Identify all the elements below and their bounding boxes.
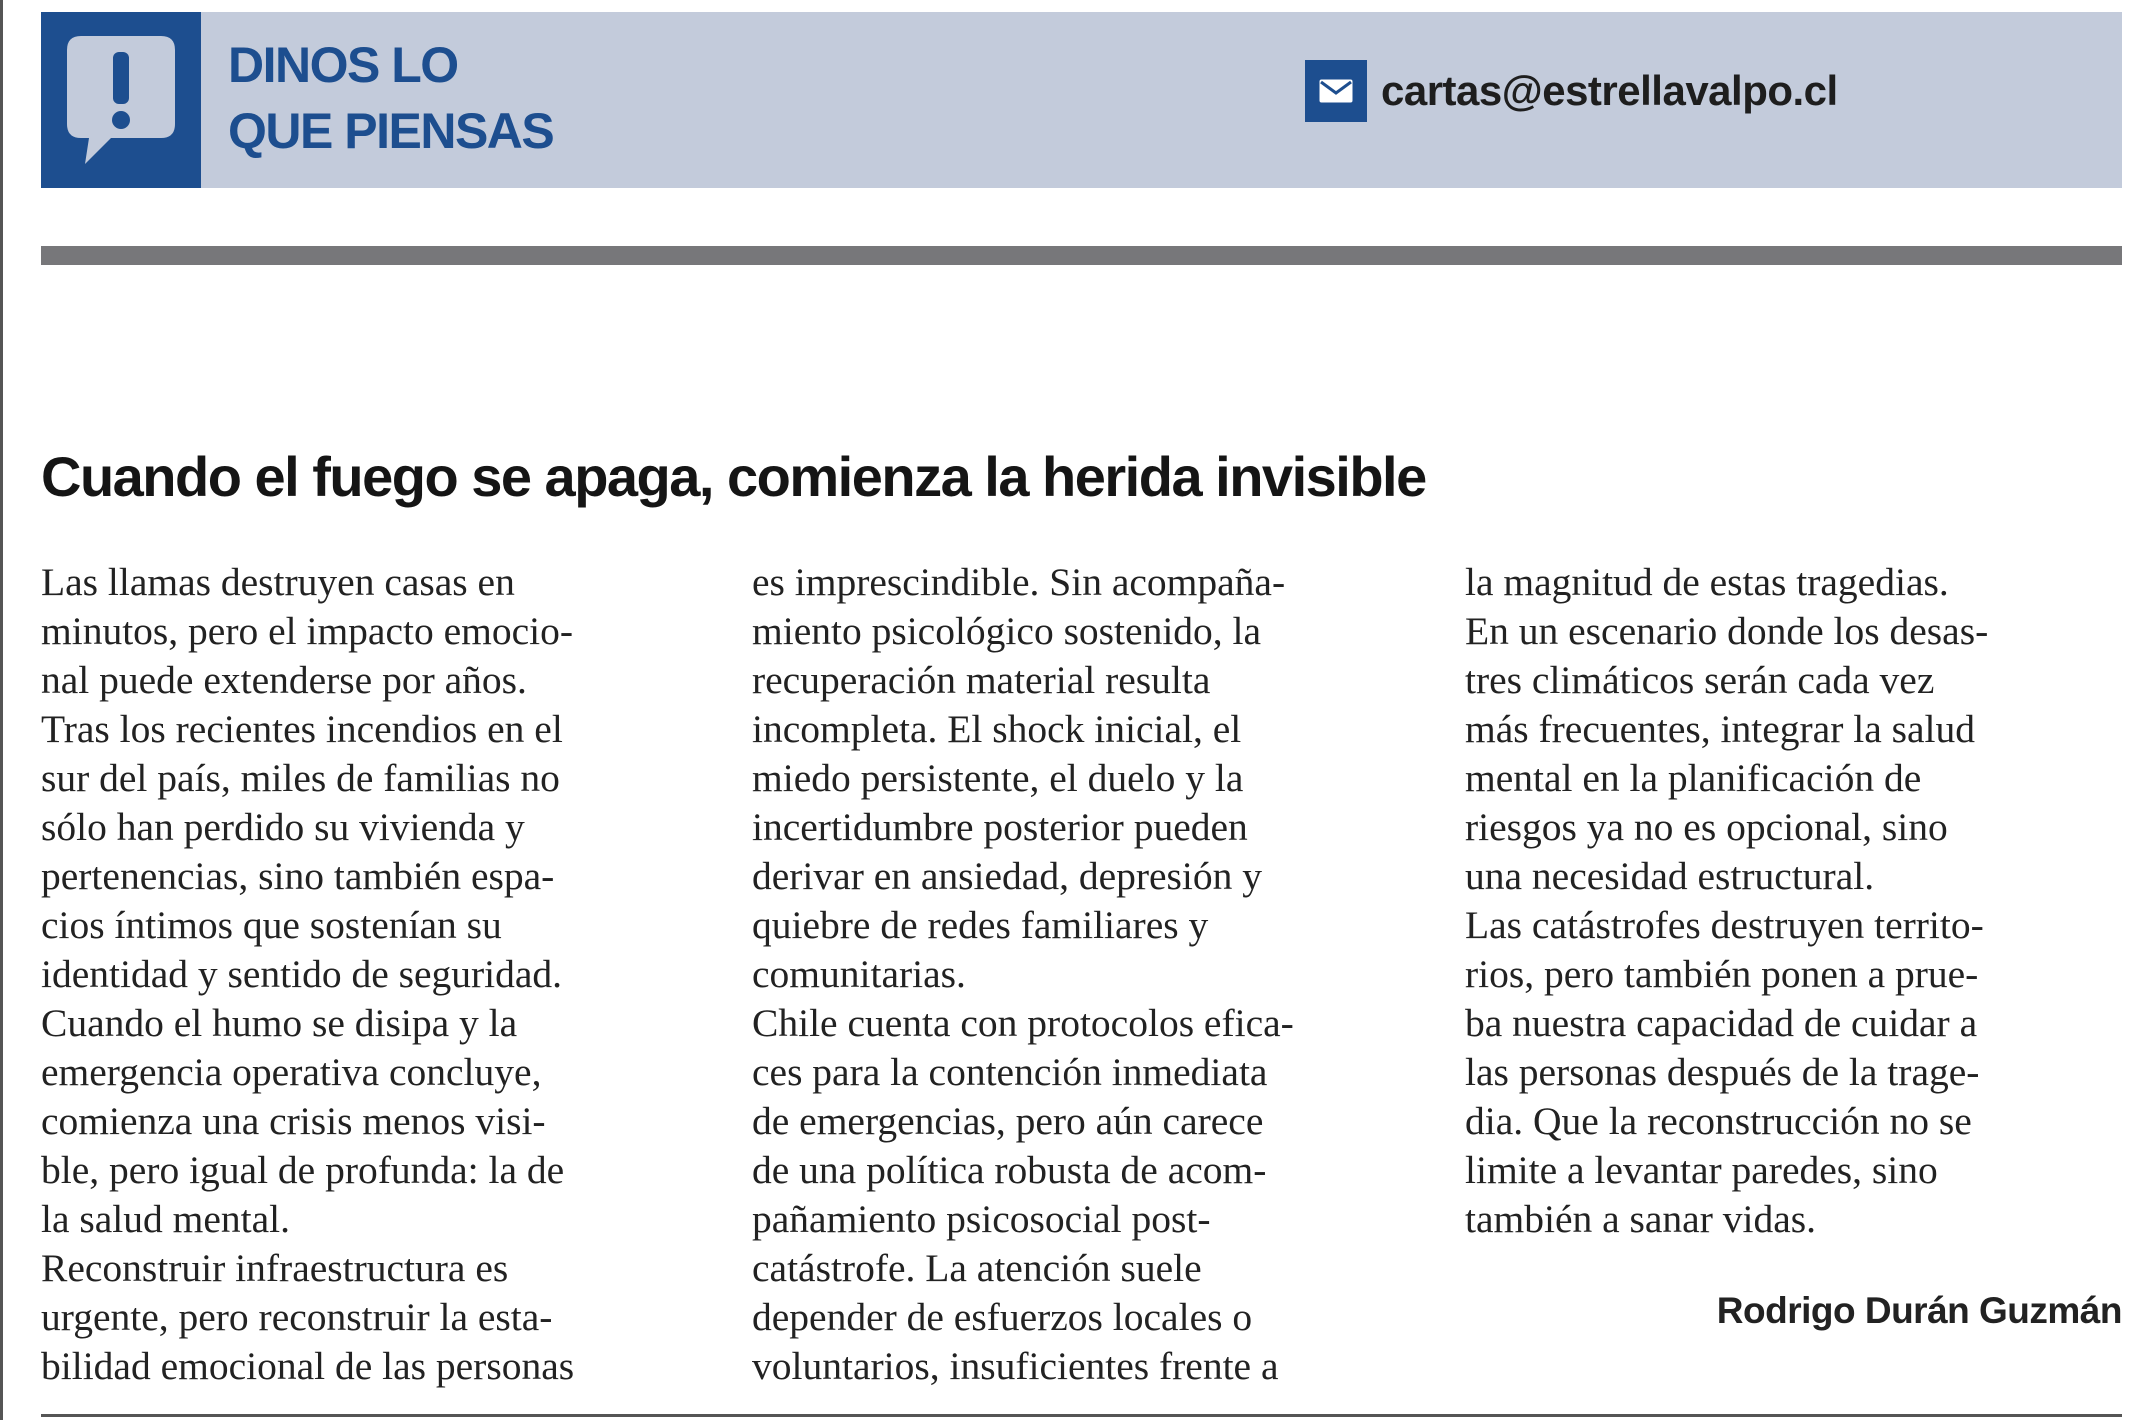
article-line: bilidad emocional de las personas xyxy=(41,1344,575,1388)
article-line: rios, pero también ponen a prue- xyxy=(1465,952,1979,996)
article-line: Cuando el humo se disipa y la xyxy=(41,1001,518,1045)
envelope-icon xyxy=(1305,60,1367,122)
article-line: más frecuentes, integrar la salud xyxy=(1465,707,1975,751)
article-line: la salud mental. xyxy=(41,1197,290,1241)
article-line: voluntarios, insuficientes frente a xyxy=(752,1344,1279,1388)
article-line: Tras los recientes incendios en el xyxy=(41,707,563,751)
article-line: riesgos ya no es opcional, sino xyxy=(1465,805,1948,849)
article-line: depender de esfuerzos locales o xyxy=(752,1295,1253,1339)
article-column-3 xyxy=(1465,558,1988,1244)
section-title-line1: DINOS LO xyxy=(228,37,458,93)
article-author: Rodrigo Durán Guzmán xyxy=(1716,1290,2122,1331)
article-line: miento psicológico sostenido, la xyxy=(752,609,1262,653)
article-line: ble, pero igual de profunda: la de xyxy=(41,1148,565,1192)
article-line: de emergencias, pero aún carece xyxy=(752,1099,1264,1143)
article-line: catástrofe. La atención suele xyxy=(752,1246,1202,1290)
article-line: miedo persistente, el duelo y la xyxy=(752,756,1244,800)
article-line: Chile cuenta con protocolos efica- xyxy=(752,1001,1294,1045)
article-line: En un escenario donde los desas- xyxy=(1465,609,1989,653)
article-line: Las llamas destruyen casas en xyxy=(41,560,515,604)
email-address[interactable]: cartas@estrellavalpo.cl xyxy=(1381,67,1838,114)
article-line: ba nuestra capacidad de cuidar a xyxy=(1465,1001,1978,1045)
article-line: minutos, pero el impacto emocio- xyxy=(41,609,574,653)
article-line: una necesidad estructural. xyxy=(1465,854,1875,898)
article-line: limite a levantar paredes, sino xyxy=(1465,1148,1938,1192)
article-line: nal puede extenderse por años. xyxy=(41,658,527,702)
article-line: recuperación material resulta xyxy=(752,658,1211,702)
article-line: pertenencias, sino también espa- xyxy=(41,854,555,898)
section-title xyxy=(228,32,553,164)
article-line: incertidumbre posterior pueden xyxy=(752,805,1248,849)
article-column-1 xyxy=(41,558,574,1391)
article-line: mental en la planificación de xyxy=(1465,756,1922,800)
article-line: la magnitud de estas tragedias. xyxy=(1465,560,1949,604)
article-line: sur del país, miles de familias no xyxy=(41,756,560,800)
article-line: también a sanar vidas. xyxy=(1465,1197,1816,1241)
section-divider-bar xyxy=(41,246,2122,265)
article-line: Las catástrofes destruyen territo- xyxy=(1465,903,1984,947)
article-headline: Cuando el fuego se apaga, comienza la herida invisible xyxy=(41,445,1426,508)
article-line: tres climáticos serán cada vez xyxy=(1465,658,1935,702)
article-line: identidad y sentido de seguridad. xyxy=(41,952,563,996)
page-bottom-rule xyxy=(41,1414,2122,1417)
page-left-rule xyxy=(0,0,3,1420)
exclamation-speech-bubble-icon xyxy=(41,12,201,188)
article-line: de una política robusta de acom- xyxy=(752,1148,1267,1192)
article-line: ces para la contención inmediata xyxy=(752,1050,1268,1094)
section-title-line2: QUE PIENSAS xyxy=(228,103,554,159)
article-line: dia. Que la reconstrucción no se xyxy=(1465,1099,1972,1143)
letters-email[interactable] xyxy=(1305,58,1838,124)
article-line: sólo han perdido su vivienda y xyxy=(41,805,525,849)
article-line: comunitarias. xyxy=(752,952,966,996)
article-line: es imprescindible. Sin acompaña- xyxy=(752,560,1286,604)
article-line: quiebre de redes familiares y xyxy=(752,903,1209,947)
article-line: Reconstruir infraestructura es xyxy=(41,1246,509,1290)
article-line: comienza una crisis menos visi- xyxy=(41,1099,546,1143)
article-line: cios íntimos que sostenían su xyxy=(41,903,502,947)
article-line: emergencia operativa concluye, xyxy=(41,1050,542,1094)
article-line: derivar en ansiedad, depresión y xyxy=(752,854,1263,898)
article-line: urgente, pero reconstruir la esta- xyxy=(41,1295,553,1339)
article-line: incompleta. El shock inicial, el xyxy=(752,707,1242,751)
article-column-2 xyxy=(752,558,1294,1391)
article-line: las personas después de la trage- xyxy=(1465,1050,1980,1094)
article-line: pañamiento psicosocial post- xyxy=(752,1197,1211,1241)
